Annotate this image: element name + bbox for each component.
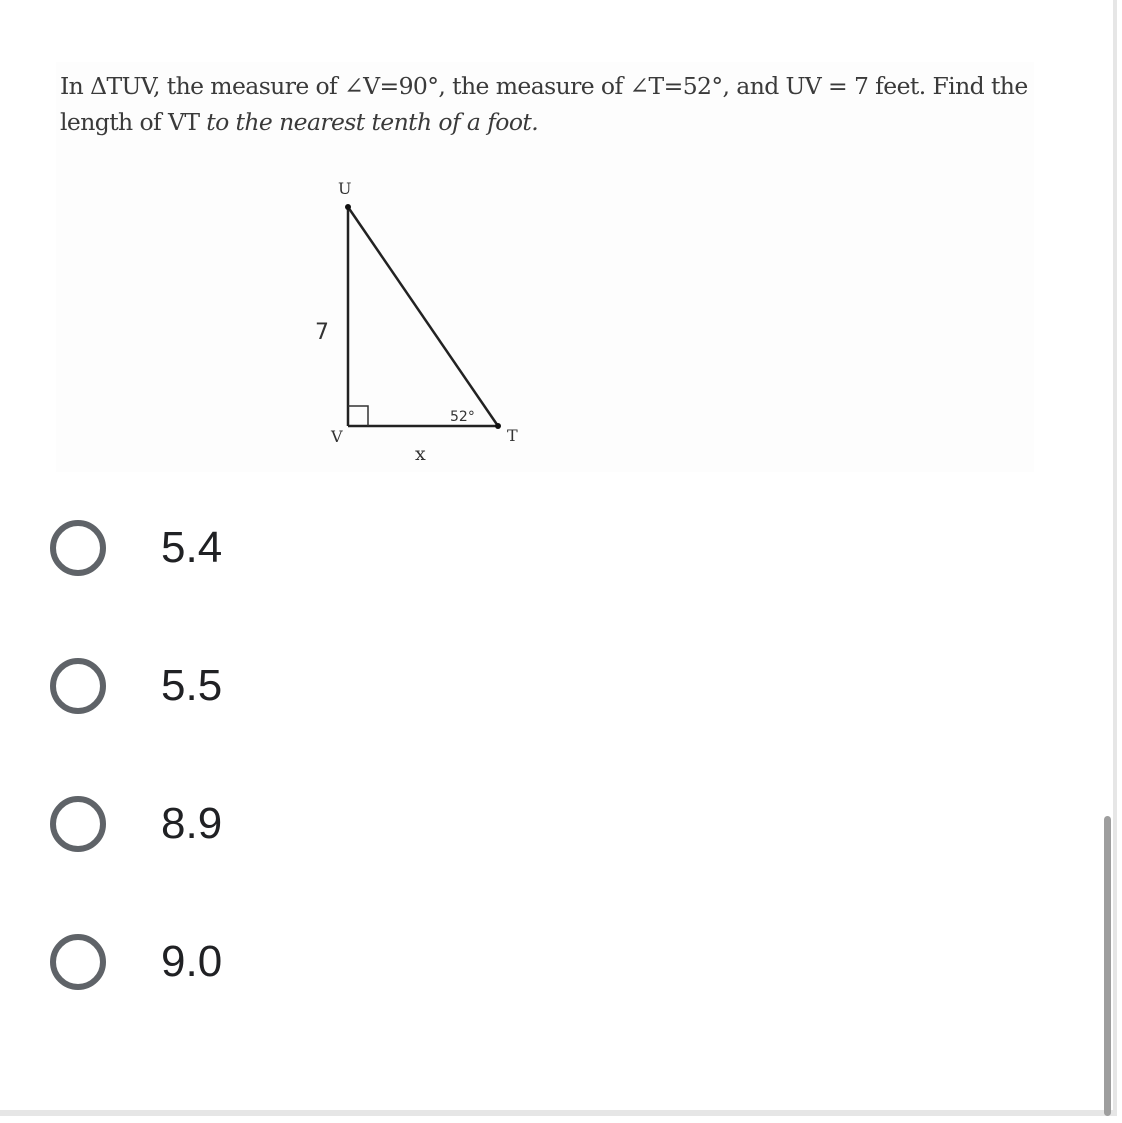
option-label: 8.9 (161, 799, 223, 848)
triangle-diagram (56, 62, 1034, 472)
scrollbar-thumb[interactable] (1104, 816, 1111, 1116)
option-label: 5.5 (161, 661, 223, 710)
side-uv-length-label: 7 (315, 320, 329, 345)
vertex-u-label: U (338, 179, 352, 198)
radio-button[interactable] (50, 658, 106, 714)
radio-button[interactable] (50, 934, 106, 990)
question-emphasis: to the nearest tenth of a foot. (206, 108, 539, 136)
question-block (56, 62, 1034, 472)
option-4[interactable] (50, 934, 450, 1004)
option-2[interactable] (50, 658, 450, 728)
radio-button[interactable] (50, 796, 106, 852)
option-label: 5.4 (161, 523, 223, 572)
side-vt-length-label: x (415, 443, 426, 465)
vertex-u-dot (345, 204, 351, 210)
side-ut (348, 207, 498, 426)
option-1[interactable] (50, 520, 450, 590)
vertex-t-label: T (507, 426, 518, 445)
right-angle-marker (348, 406, 368, 426)
question-line-2: length of VT (60, 108, 207, 136)
option-label: 9.0 (161, 937, 223, 986)
option-3[interactable] (50, 796, 450, 866)
angle-t-label: 52° (450, 409, 475, 425)
radio-button[interactable] (50, 520, 106, 576)
question-line-1: In ΔTUV, the measure of ∠V=90°, the measure of ∠T=52°, and UV = 7 feet. Find the (60, 72, 1028, 100)
vertex-v-label: V (331, 427, 343, 446)
vertex-t-dot (495, 423, 501, 429)
